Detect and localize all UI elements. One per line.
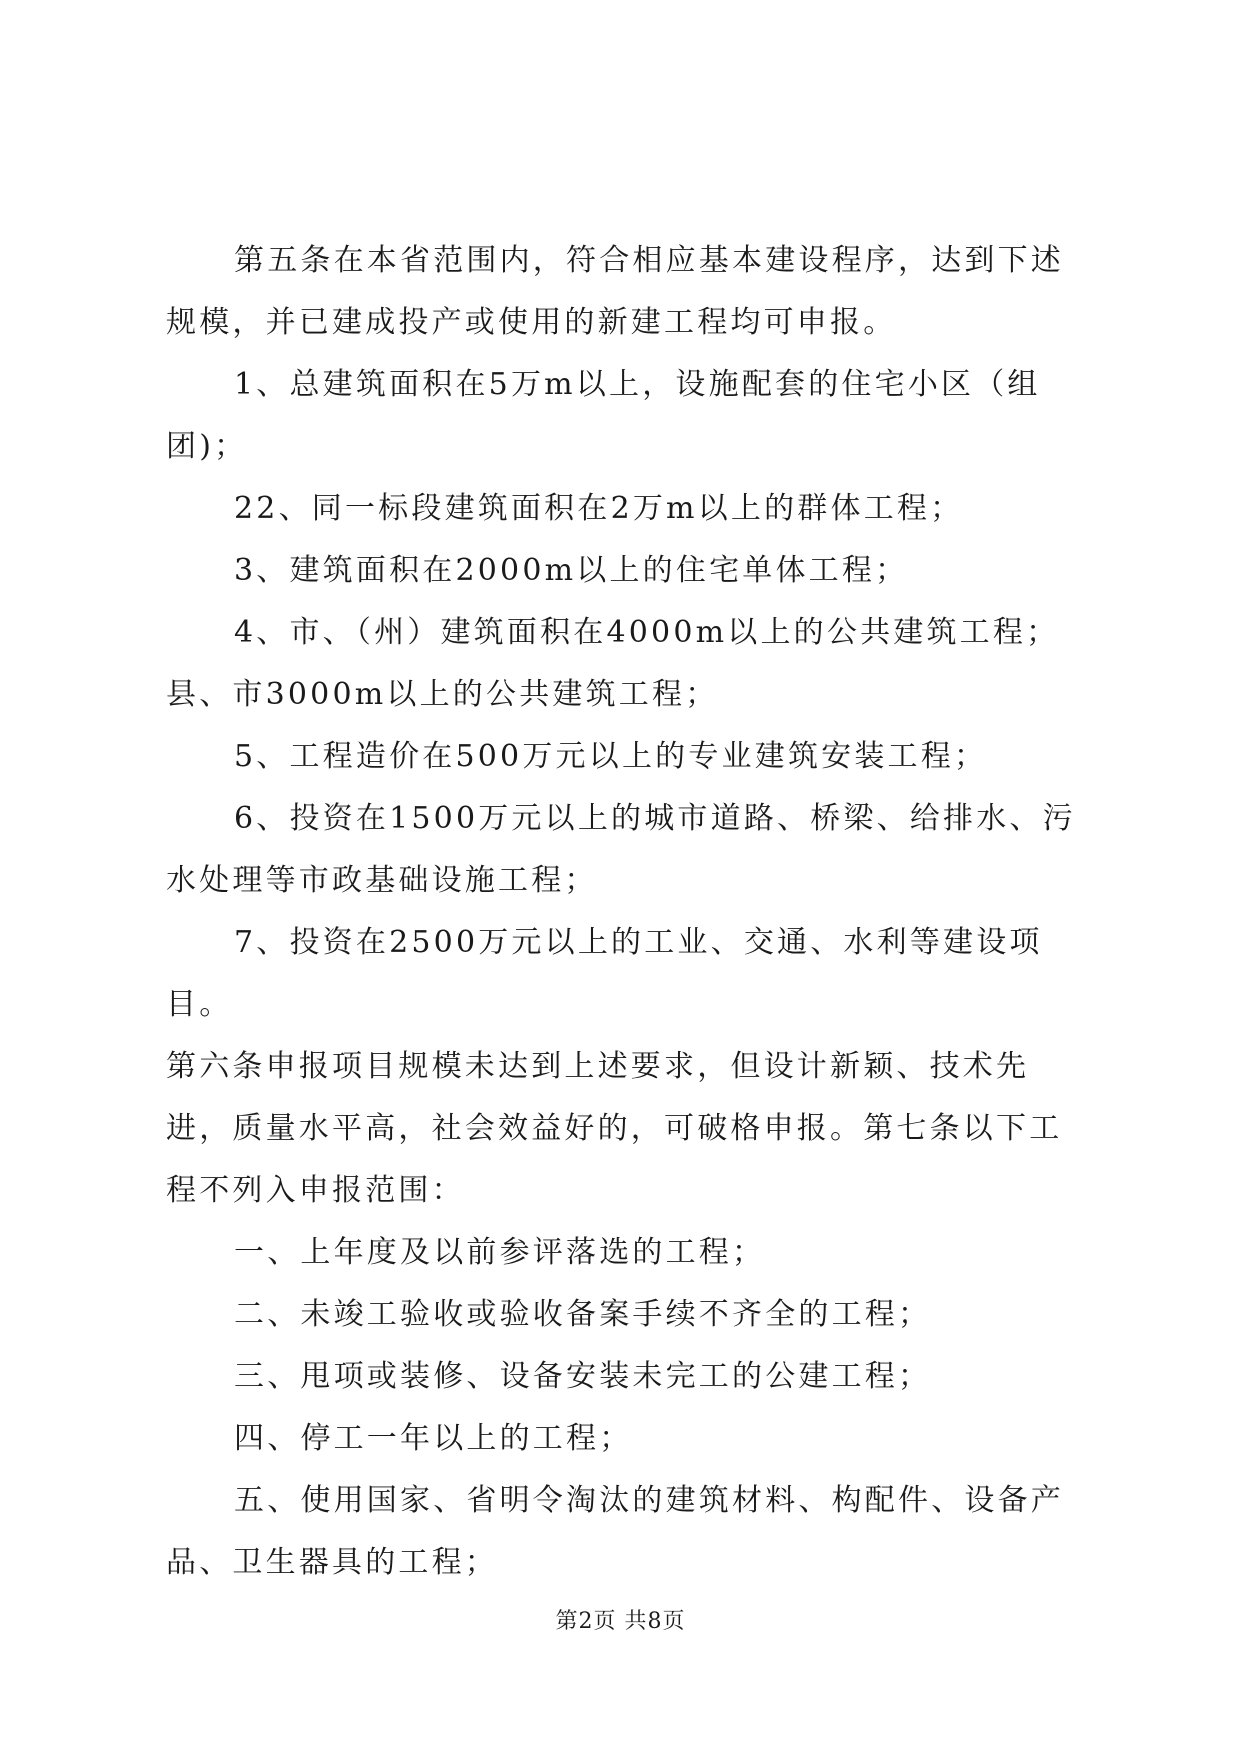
page-number-footer: 第2页 共8页 <box>555 1609 686 1634</box>
paragraph: 一、上年度及以前参评落选的工程； <box>234 1235 766 1270</box>
paragraph: 五、使用国家、省明令淘汰的建筑材料、构配件、设备产品、卫生器具的工程； <box>166 1483 1064 1580</box>
paragraph: 22、同一标段建筑面积在2万m以上的群体工程； <box>234 491 964 526</box>
paragraph: 三、甩项或装修、设备安装未完工的公建工程； <box>234 1359 932 1394</box>
document-body <box>166 230 1080 1594</box>
paragraph: 4、市、（州）建筑面积在4000m以上的公共建筑工程；县、市3000m以上的公共建筑工程； <box>166 615 1060 712</box>
paragraph: 二、未竣工验收或验收备案手续不齐全的工程； <box>234 1297 932 1332</box>
paragraph: 1、总建筑面积在5万m以上，设施配套的住宅小区（组团)； <box>166 367 1041 464</box>
paragraph: 第五条在本省范围内，符合相应基本建设程序，达到下述规模，并已建成投产或使用的新建工程均可申报。 <box>166 243 1064 340</box>
paragraph: 6、投资在1500万元以上的城市道路、桥梁、给排水、污水处理等市政基础设施工程； <box>166 801 1076 898</box>
paragraph: 四、停工一年以上的工程； <box>234 1421 633 1456</box>
paragraph: 7、投资在2500万元以上的工业、交通、水利等建设项目。 <box>166 925 1043 1022</box>
paragraph: 3、建筑面积在2000m以上的住宅单体工程； <box>234 553 909 588</box>
paragraph: 5、工程造价在500万元以上的专业建筑安装工程； <box>234 739 988 774</box>
paragraph: 第六条申报项目规模未达到上述要求，但设计新颖、技术先进，质量水平高，社会效益好的，可破格申报。第七条以下工程不列入申报范围： <box>166 1049 1063 1208</box>
